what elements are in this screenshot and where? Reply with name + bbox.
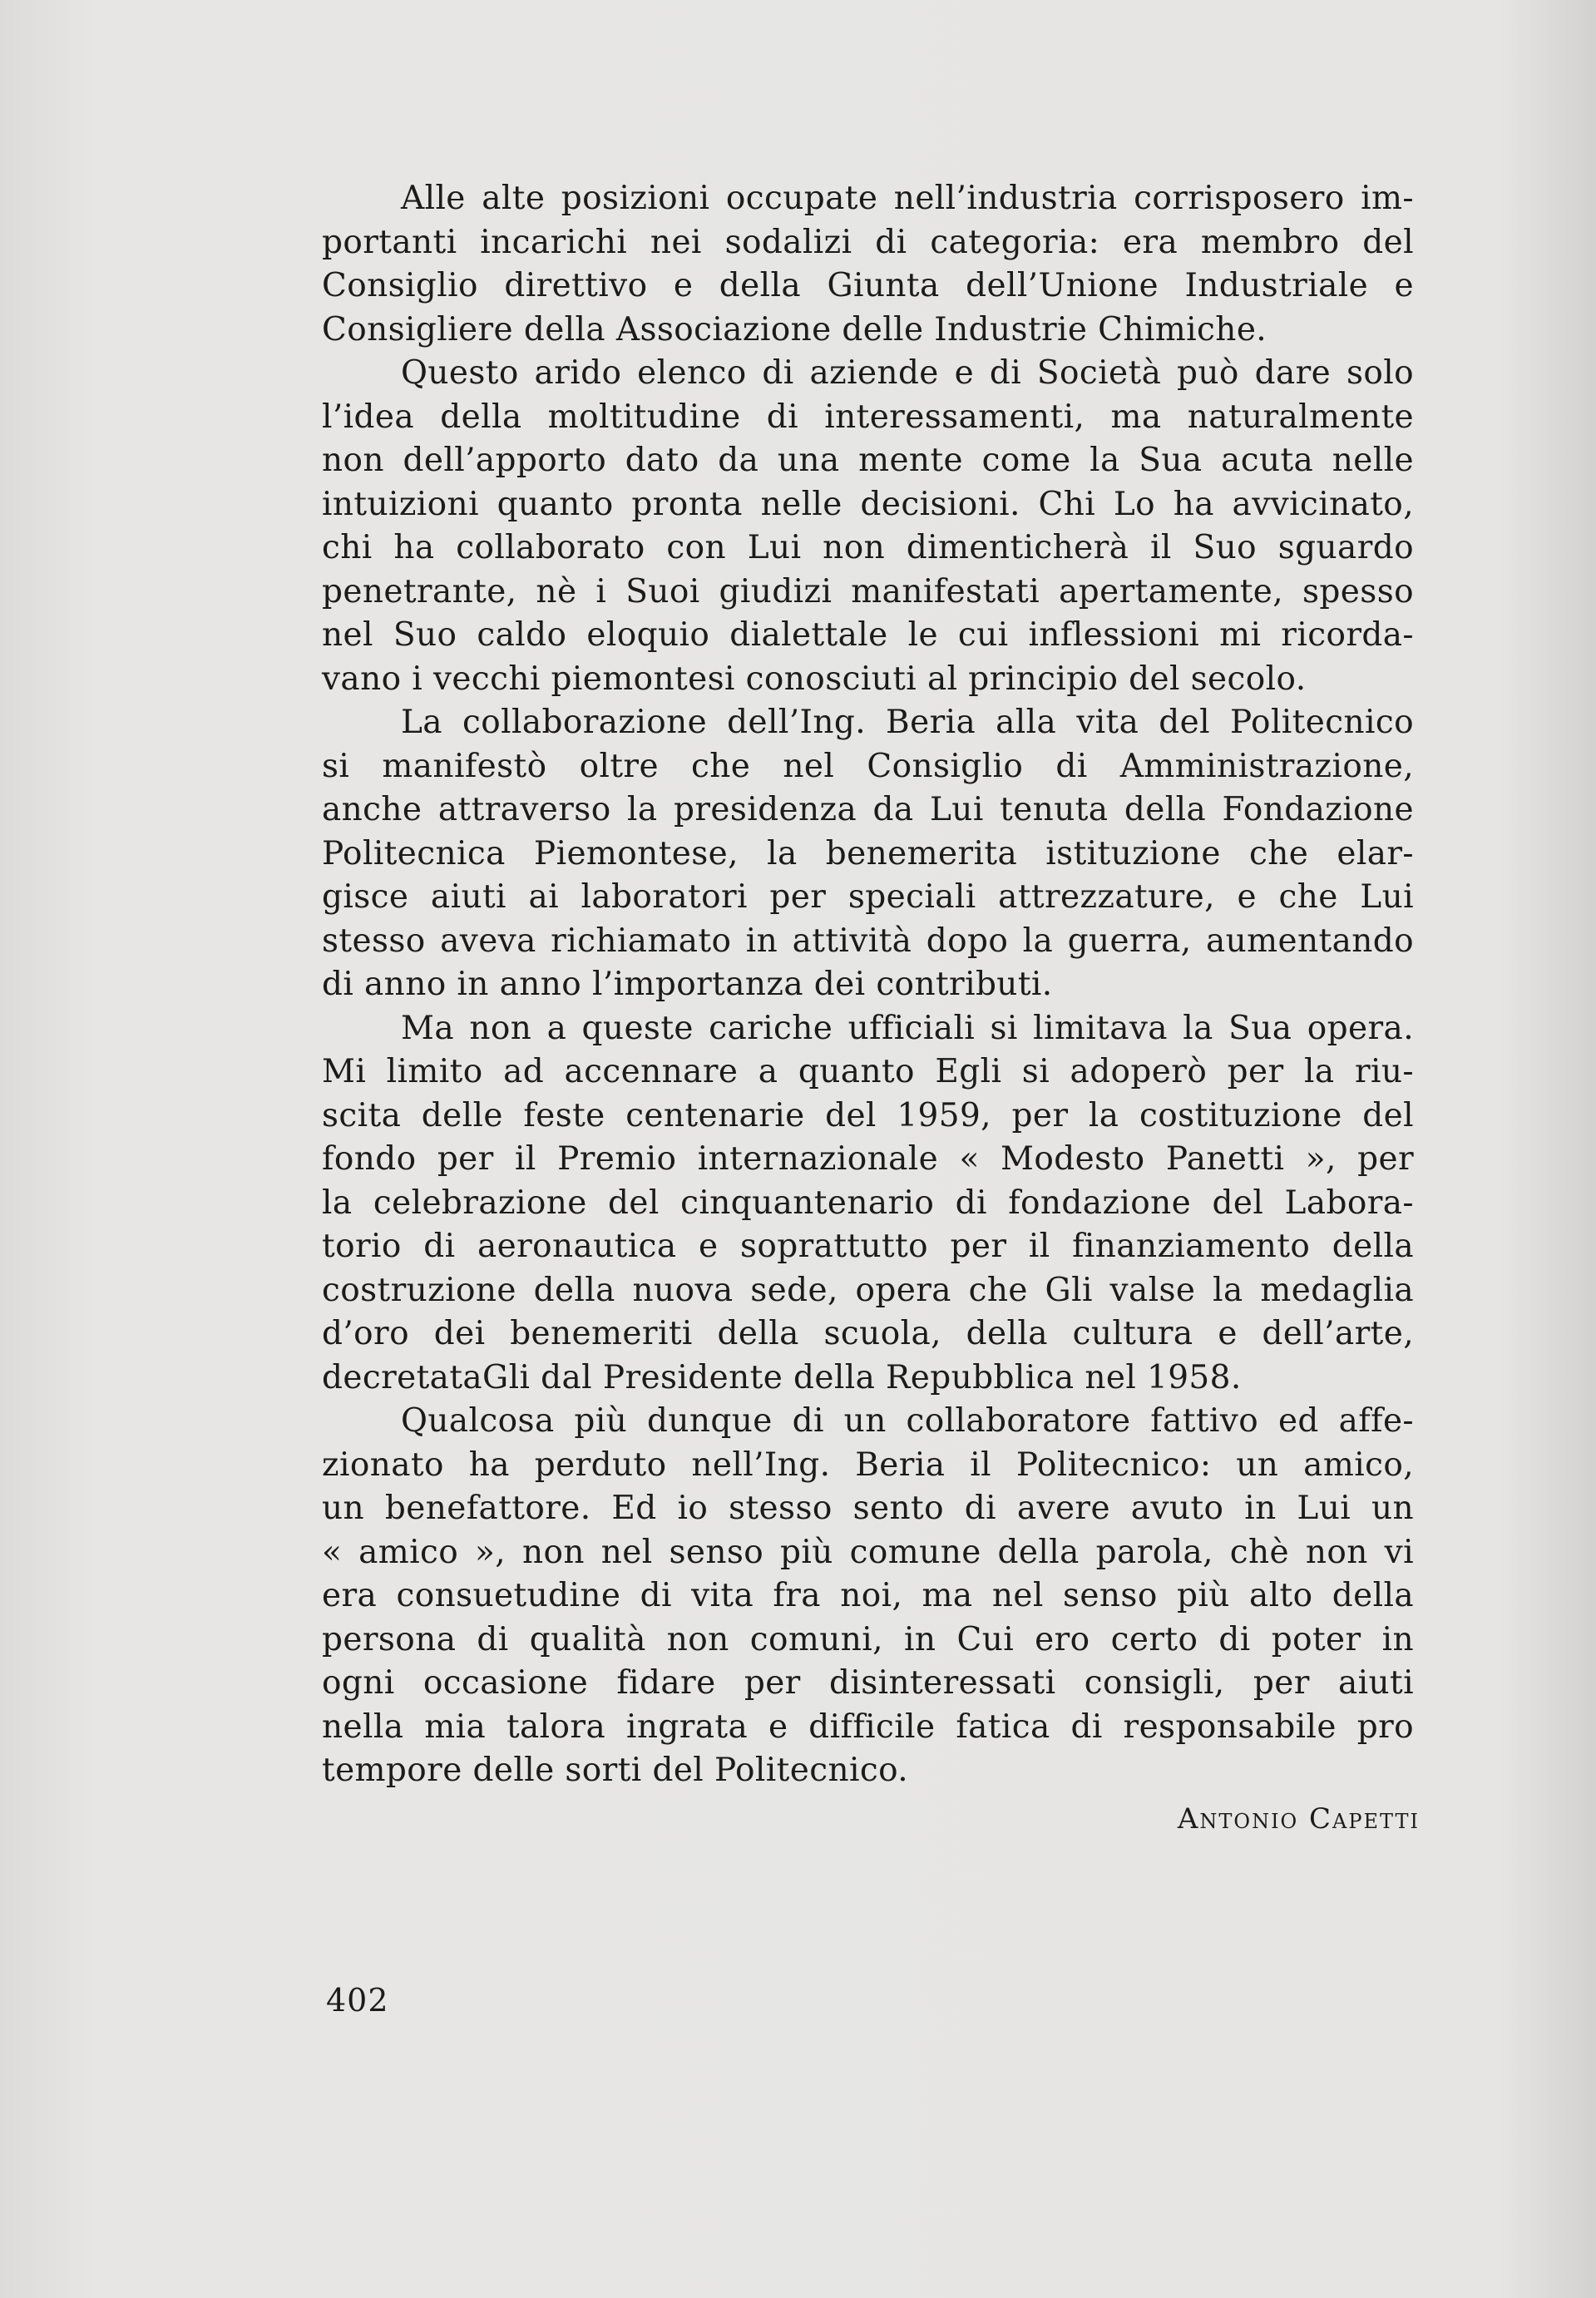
text-line: stesso aveva richiamato in attività dopo la guerra, aumentando [322, 922, 1414, 960]
text-line: la celebrazione del cinquantenario di fondazione del Labora- [322, 1184, 1414, 1222]
text-line: Ma non a queste cariche ufficiali si limitava la Sua opera. [401, 1009, 1414, 1047]
text-line: era consuetudine di vita fra noi, ma nel senso più alto della [322, 1577, 1414, 1614]
text-line: zionato ha perduto nell’Ing. Beria il Politecnico: un amico, [322, 1446, 1414, 1484]
paragraph [322, 352, 1414, 701]
text-line: si manifestò oltre che nel Consiglio di Amministrazione, [322, 747, 1414, 785]
text-line: Alle alte posizioni occupate nell’industria corrisposero im- [401, 180, 1414, 217]
text-line: nella mia talora ingrata e difficile fatica di responsabile pro [322, 1707, 1414, 1746]
text-line: Qualcosa più dunque di un collaboratore fattivo ed affe- [401, 1402, 1414, 1440]
body-text [322, 177, 1414, 1793]
text-line: di anno in anno l’importanza dei contributi. [322, 966, 1053, 1003]
text-line: persona di qualità non comuni, in Cui ero certo di poter in [322, 1620, 1414, 1658]
text-line: Consigliere della Associazione delle Industrie Chimiche. [322, 310, 1267, 348]
text-line: torio di aeronautica e soprattutto per il finanziamento della [322, 1228, 1414, 1265]
text-line: Consiglio direttivo e della Giunta dell’Unione Industriale e [322, 267, 1414, 304]
text-line: un benefattore. Ed io stesso sento di avere avuto in Lui un [322, 1490, 1414, 1527]
text-line: anche attraverso la presidenza da Lui tenuta della Fondazione [322, 791, 1414, 828]
text-line: « amico », non nel senso più comune della parola, chè non vi [322, 1533, 1414, 1571]
author-signature: Antonio Capetti [1177, 1802, 1420, 1836]
text-line: costruzione della nuova sede, opera che Gli valse la medaglia [322, 1271, 1414, 1309]
text-line: decretataGli dal Presidente della Repubblica nel 1958. [322, 1358, 1242, 1396]
text-line: Questo arido elenco di aziende e di Società può dare solo [401, 354, 1414, 392]
text-line: scita delle feste centenarie del 1959, per la costituzione del [322, 1096, 1414, 1134]
text-line: fondo per il Premio internazionale « Modesto Panetti », per [322, 1140, 1414, 1178]
paragraph [322, 1400, 1414, 1793]
text-line: non dell’apporto dato da una mente come la Sua acuta nelle [322, 442, 1414, 479]
paragraph [322, 1007, 1414, 1401]
text-line: Politecnica Piemontese, la benemerita istituzione che elar- [322, 834, 1414, 872]
text-line: intuizioni quanto pronta nelle decisioni. Chi Lo ha avvicinato, [322, 485, 1414, 523]
text-line: nel Suo caldo eloquio dialettale le cui inflessioni mi ricorda- [322, 616, 1414, 654]
text-line: l’idea della moltitudine di interessamenti, ma naturalmente [322, 398, 1414, 436]
text-line: La collaborazione dell’Ing. Beria alla vita del Politecnico [401, 704, 1414, 741]
paragraph [322, 701, 1414, 1007]
paragraph [322, 177, 1414, 352]
text-line: d’oro dei benemeriti della scuola, della cultura e dell’arte, [322, 1315, 1414, 1352]
text-line: penetrante, nè i Suoi giudizi manifestati apertamente, spesso [322, 572, 1414, 610]
page-number: 402 [326, 1982, 389, 2019]
text-line: chi ha collaborato con Lui non dimenticherà il Suo sguardo [322, 529, 1414, 566]
text-line: portanti incarichi nei sodalizi di categoria: era membro del [322, 223, 1414, 261]
text-line: ogni occasione fidare per disinteressati consigli, per aiuti [322, 1664, 1414, 1702]
text-line: vano i vecchi piemontesi conosciuti al principio del secolo. [322, 660, 1307, 698]
text-line: Mi limito ad accennare a quanto Egli si adoperò per la riu- [322, 1053, 1414, 1090]
text-line: tempore delle sorti del Politecnico. [322, 1752, 909, 1789]
text-line: gisce aiuti ai laboratori per speciali attrezzature, e che Lui [322, 878, 1414, 916]
